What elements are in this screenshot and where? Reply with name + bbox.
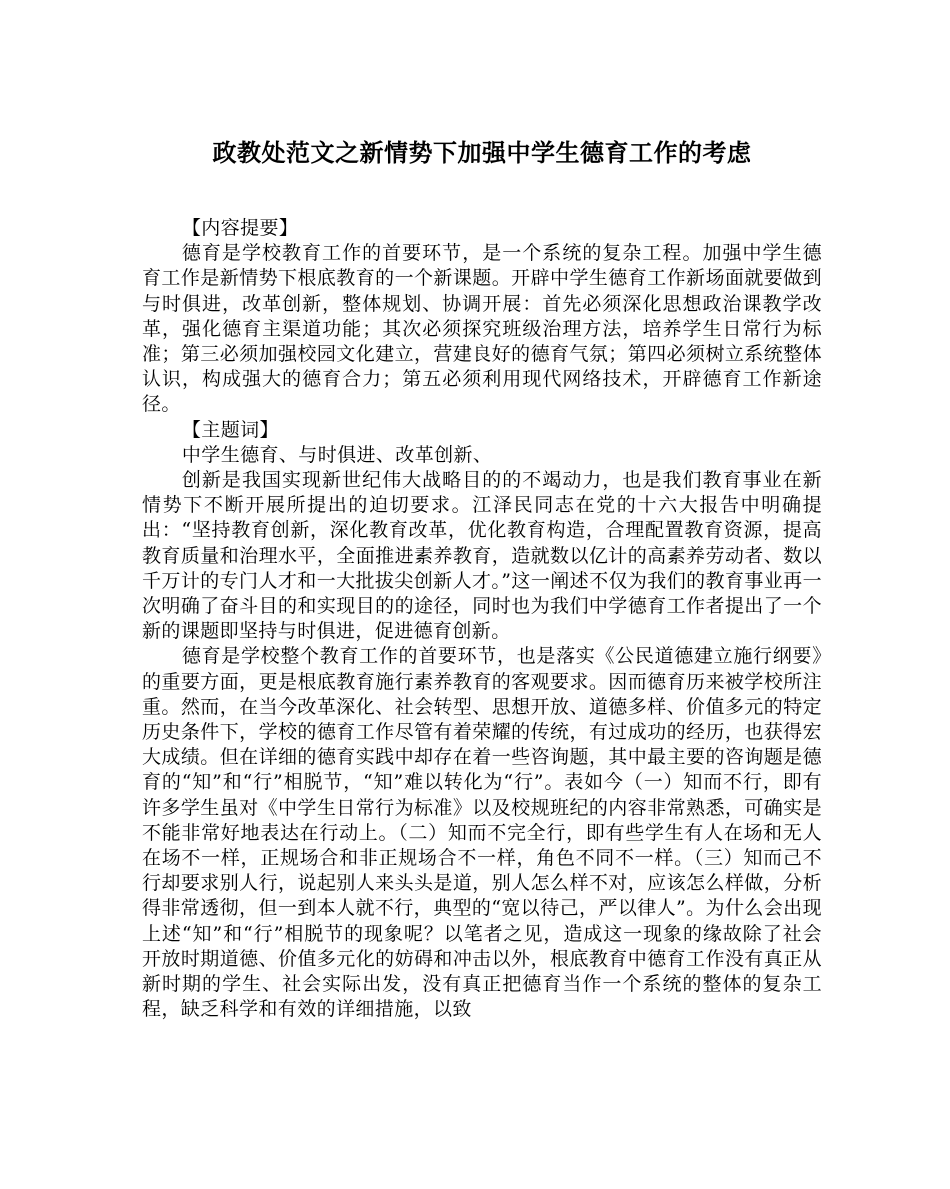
body-paragraph-2: 德育是学校整个教育工作的首要环节，也是落实《公民道德建立施行纲要》的重要方面，更是根底教育施行素养教育的客观要求。因而德育历来被学校所注重。然而，在当今改革深化、社会转型、思想开放、道德多样、价值多元的特定历史条件下，学校的德育工作尽管有着荣耀的传统，有过成功的经历，也获得宏大成绩。但在详细的德育实践中却存在着一些咨询题，其中最主要的咨询题是德育的“知”和“行”相脱节，“知”难以转化为“行”。表如今（一）知而不行，即有许多学生虽对《中学生日常行为标准》以及校规班纪的内容非常熟悉，可确实是不能非常好地表达在行动上。（二）知而不完全行，即有些学生有人在场和无人在场不一样，正规场合和非正规场合不一样，角色不同不一样。（三）知而己不行却要求别人行，说起别人来头头是道，别人怎么样不对，应该怎么样做，分析得非常透彻，但一到本人就不行，典型的“宽以待己，严以律人”。为什么会出现上述“知”和“行”相脱节的现象呢？以笔者之见，造成这一现象的缘故除了社会开放时期道德、价值多元化的妨碍和冲击以外，根底教育中德育工作没有真正从新时期的学生、社会实际出发，没有真正把德育当作一个系统的整体的复杂工程，缺乏科学和有效的详细措施，以致	[142, 645, 822, 1021]
body-paragraph-1: 创新是我国实现新世纪伟大战略目的的不竭动力，也是我们教育事业在新情势下不断开展所提出的迫切要求。江泽民同志在党的十六大报告中明确提出：“坚持教育创新，深化教育改革，优化教育构造，合理配置教育资源，提高教育质量和治理水平，全面推进素养教育，造就数以亿计的高素养劳动者、数以千万计的专门人才和一大批拔尖创新人才。”这一阐述不仅为我们的教育事业再一次明确了奋斗目的和实现目的的途径，同时也为我们中学德育工作者提出了一个新的课题即坚持与时俱进，促进德育创新。	[142, 469, 822, 643]
abstract-paragraph: 德育是学校教育工作的首要环节，是一个系统的复杂工程。加强中学生德育工作是新情势下根底教育的一个新课题。开辟中学生德育工作新场面就要做到与时俱进，改革创新，整体规划、协调开展：首先必须深化思想政治课教学改革，强化德育主渠道功能；其次必须探究班级治理方法，培养学生日常行为标准；第三必须加强校园文化建立，营建良好的德育气氛；第四必须树立系统整体认识，构成强大的德育合力；第五必须利用现代网络技术，开辟德育工作新途径。	[142, 242, 822, 416]
document-title: 政教处范文之新情势下加强中学生德育工作的考虑	[212, 138, 752, 167]
keywords-heading: 【主题词】	[181, 418, 279, 441]
document-page	[142, 120, 822, 1023]
abstract-heading: 【内容提要】	[181, 217, 299, 239]
keywords-line: 中学生德育、与时俱进、改革创新、	[181, 443, 493, 466]
document-body	[142, 216, 822, 1023]
